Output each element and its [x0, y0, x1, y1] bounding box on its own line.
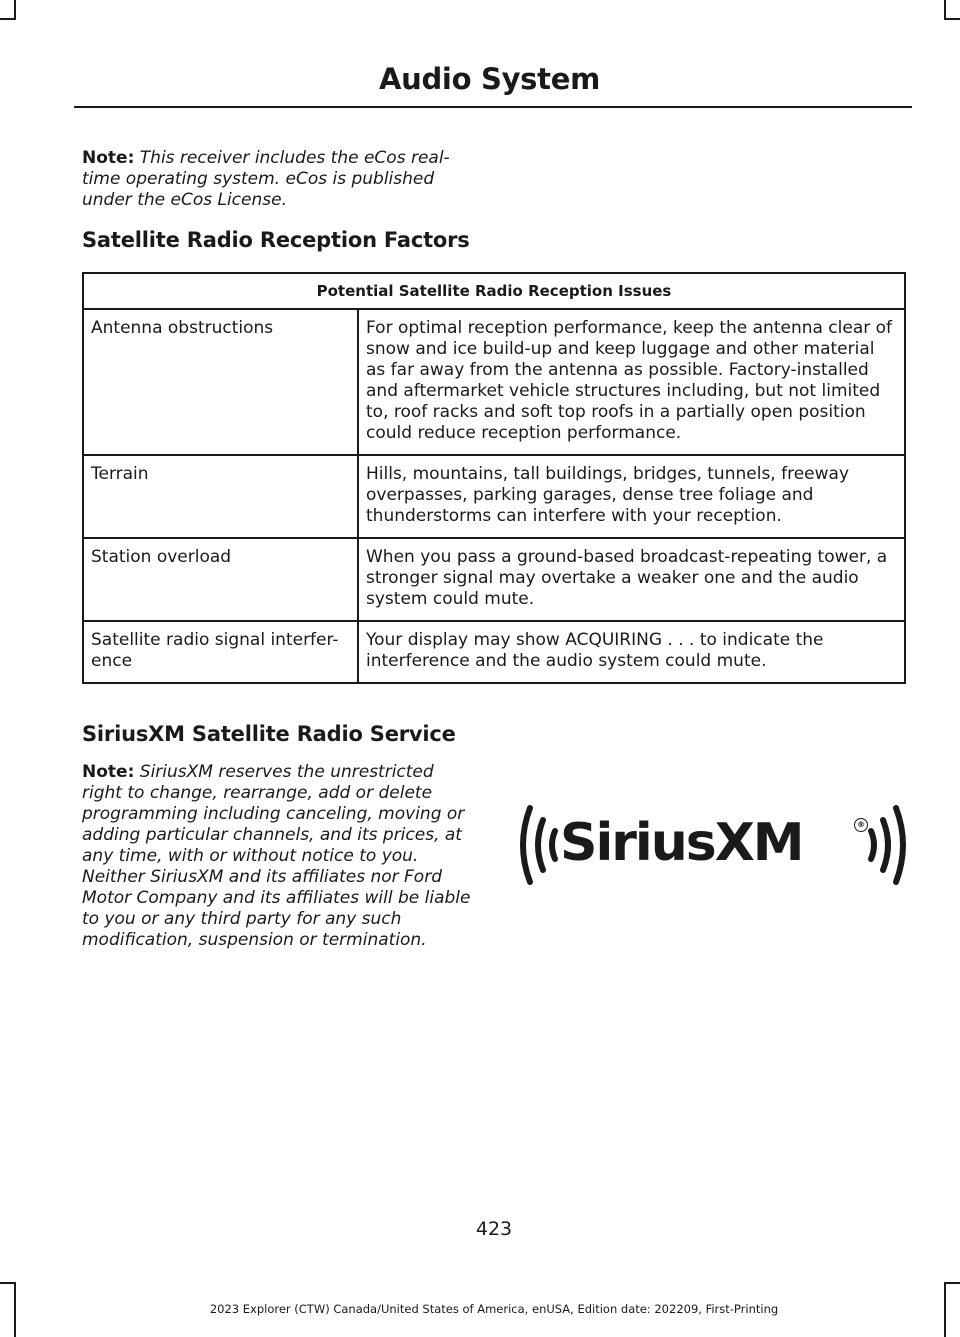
reception-issues-table — [82, 272, 906, 684]
siriusxm-wordmark: SiriusXM — [560, 813, 803, 873]
crop-mark — [0, 18, 16, 20]
note-label: Note: — [82, 762, 135, 782]
note-ecos — [82, 148, 482, 211]
table-cell-condition: Satellite radio signal interfer-ence — [83, 621, 358, 683]
section-heading-siriusxm: SiriusXM Satellite Radio Service — [82, 722, 456, 746]
table-cell-description: For optimal reception performance, keep the antenna clear of snow and ice build-up and keep luggage and other material as far away from the antenna as possible. Factory-installed and aftermarket vehicle structures including, but not limited to, roof racks and soft top roofs in a partially open position could reduce reception performance. — [358, 309, 905, 455]
page-number: 423 — [475, 1218, 513, 1240]
table-row — [83, 455, 905, 538]
note-text: This receiver includes the eCos real-time operating system. eCos is published under the eCos License. — [82, 148, 450, 210]
table-cell-condition: Antenna obstructions — [83, 309, 358, 455]
page-header-title: Audio System — [378, 62, 600, 96]
header-divider — [74, 106, 912, 108]
table-cell-condition: Terrain — [83, 455, 358, 538]
signal-waves-right-icon — [866, 800, 910, 890]
page-footer: 2023 Explorer (CTW) Canada/United States of America, enUSA, Edition date: 202209, First-Printing — [209, 1302, 779, 1316]
table-caption: Potential Satellite Radio Reception Issues — [83, 273, 905, 309]
signal-waves-left-icon — [516, 800, 560, 890]
table-cell-description: Hills, mountains, tall buildings, bridges, tunnels, freeway overpasses, parking garages, dense tree foliage and thunderstorms can interfere with your reception. — [358, 455, 905, 538]
table-cell-condition: Station overload — [83, 538, 358, 621]
table-row — [83, 309, 905, 455]
siriusxm-logo — [516, 800, 910, 890]
crop-mark — [14, 0, 16, 18]
table-row — [83, 621, 905, 683]
crop-mark — [0, 1282, 16, 1284]
note-text: SiriusXM reserves the unrestricted right to change, rearrange, add or delete programming including canceling, moving or adding particular channels, and its prices, at any time, with or without notice to you. Neither SiriusXM and its affiliates nor Ford Motor Company and its affiliates will be liable to you or any third party for any such modification, suspension or termination. — [82, 762, 471, 950]
section-heading-reception: Satellite Radio Reception Factors — [82, 228, 470, 252]
crop-mark — [944, 18, 960, 20]
crop-mark — [944, 0, 946, 18]
table-cell-description: Your display may show ACQUIRING . . . to indicate the interference and the audio system could mute. — [358, 621, 905, 683]
table-row — [83, 538, 905, 621]
table-cell-description: When you pass a ground-based broadcast-repeating tower, a stronger signal may overtake a weaker one and the audio system could mute. — [358, 538, 905, 621]
note-siriusxm — [82, 762, 477, 951]
table-header-row — [83, 273, 905, 309]
registered-mark: ® — [854, 818, 868, 832]
note-label: Note: — [82, 148, 135, 168]
crop-mark — [944, 1282, 960, 1284]
